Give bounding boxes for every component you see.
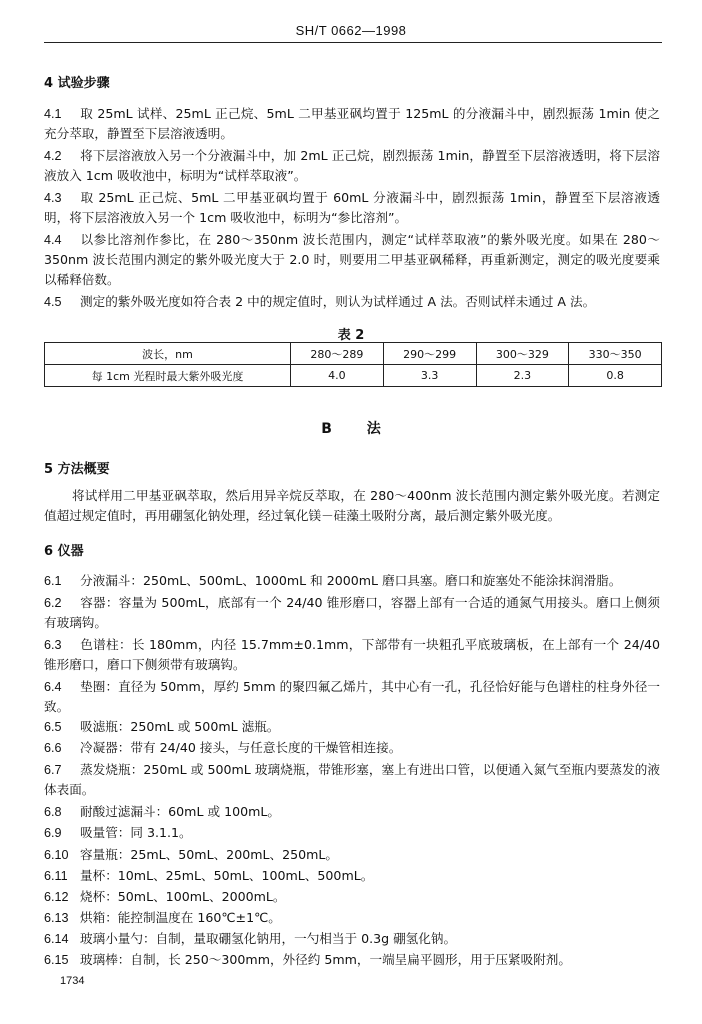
section-5-body: 将试样用二甲基亚砜萃取，然后用异辛烷反萃取，在 280～400nm 波长范围内测定紫外吸光度。若测定值超过规定值时，再用硼氢化钠处理，经过氧化镁－硅藻土吸附分离，最后测定紫外吸光度。 — [44, 488, 660, 523]
method-b-heading: B 法 — [321, 421, 381, 437]
clause-text: 取 25mL 试样、25mL 正己烷、5mL 二甲基亚砜均置于 125mL 的分液漏斗中，剧烈振荡 1min 使之充分萃取，静置至下层溶液透明。 — [44, 106, 660, 141]
clause-text: 蒸发烧瓶：250mL 或 500mL 玻璃烧瓶，带锥形塞，塞上有进出口管，以便通入氮气至瓶内要蒸发的液体表面。 — [44, 762, 660, 797]
clause-number: 6.12 — [44, 890, 69, 904]
clause-text: 色谱柱：长 180mm，内径 15.7mm±0.1mm，下部带有一块粗孔平底玻璃板，在上部有一个 24/40 锥形磨口，磨口下侧须带有玻璃钩。 — [44, 637, 660, 672]
section-6-title: 6 仪器 — [44, 544, 84, 559]
clause-6-1 — [44, 571, 660, 591]
clause-text: 测定的紫外吸光度如符合表 2 中的规定值时，则认为试样通过 A 法。否则试样未通过 A 法。 — [80, 294, 596, 309]
clause-text: 耐酸过滤漏斗：60mL 或 100mL。 — [80, 804, 280, 819]
clause-text: 分液漏斗：250mL、500mL、1000mL 和 2000mL 磨口具塞。磨口和旋塞处不能涂抹润滑脂。 — [80, 573, 622, 588]
clause-number: 6.3 — [44, 638, 62, 652]
clause-text: 冷凝器：带有 24/40 接头，与任意长度的干燥管相连接。 — [80, 740, 402, 755]
clause-4-1 — [44, 104, 660, 144]
clause-number: 6.11 — [44, 869, 68, 883]
clause-text: 吸量管：同 3.1.1。 — [80, 825, 192, 840]
table-row — [45, 365, 662, 387]
clause-6-13 — [44, 908, 660, 928]
table-cell: 2.3 — [476, 365, 569, 387]
clause-text: 量杯：10mL、25mL、50mL、100mL、500mL。 — [80, 868, 374, 883]
table-header-label: 波长，nm — [45, 343, 291, 365]
clause-6-10 — [44, 845, 660, 865]
clause-6-3 — [44, 635, 660, 675]
clause-6-11 — [44, 866, 660, 886]
clause-number: 6.1 — [44, 574, 62, 588]
clause-number: 6.5 — [44, 720, 62, 734]
clause-number: 6.4 — [44, 680, 62, 694]
table-cell: 3.3 — [383, 365, 476, 387]
table-row-label: 每 1cm 光程时最大紫外吸光度 — [45, 365, 291, 387]
clause-text: 以参比溶剂作参比，在 280～350nm 波长范围内，测定“试样萃取液”的紫外吸光度。如果在 280～350nm 波长范围内测定的紫外吸光度大于 2.0 时，则要用二甲基亚砜稀释，再重新测定，测定的吸光度要乘以稀释倍数。 — [44, 232, 660, 287]
clause-number: 6.14 — [44, 932, 69, 946]
table-cell: 4.0 — [291, 365, 384, 387]
clause-6-8 — [44, 802, 660, 822]
clause-6-5 — [44, 717, 660, 737]
section-5-title: 5 方法概要 — [44, 462, 110, 477]
header-rule — [44, 42, 662, 43]
table-header-cell: 280～289 — [291, 343, 384, 365]
table-2-caption: 表 2 — [337, 328, 365, 343]
clause-text: 玻璃棒：自制，长 250～300mm，外径约 5mm，一端呈扁平圆形，用于压紧吸附剂。 — [80, 952, 571, 967]
clause-text: 吸滤瓶：250mL 或 500mL 滤瓶。 — [80, 719, 280, 734]
clause-text: 烘箱：能控制温度在 160℃±1℃。 — [80, 910, 281, 925]
clause-number: 4.5 — [44, 295, 62, 309]
clause-4-4 — [44, 230, 660, 290]
table-cell: 0.8 — [569, 365, 662, 387]
clause-6-12 — [44, 887, 660, 907]
clause-text: 容器：容量为 500mL，底部有一个 24/40 锥形磨口，容器上部有一合适的通氮气用接头。磨口上侧须有玻璃钩。 — [44, 595, 660, 630]
section-4-title: 4 试验步骤 — [44, 76, 110, 91]
clause-number: 6.7 — [44, 763, 62, 777]
clause-number: 6.15 — [44, 953, 69, 967]
clause-number: 6.6 — [44, 741, 62, 755]
clause-number: 6.13 — [44, 911, 69, 925]
clause-number: 6.9 — [44, 826, 62, 840]
table-2 — [44, 342, 662, 387]
clause-4-3 — [44, 188, 660, 228]
table-header-row — [45, 343, 662, 365]
clause-text: 将下层溶液放入另一个分液漏斗中，加 2mL 正己烷，剧烈振荡 1min，静置至下层溶液透明，将下层溶液放入 1cm 吸收池中，标明为“试样萃取液”。 — [44, 148, 660, 183]
clause-number: 6.2 — [44, 596, 62, 610]
clause-text: 玻璃小量勺：自制，量取硼氢化钠用，一勺相当于 0.3g 硼氢化钠。 — [80, 931, 457, 946]
clause-6-4 — [44, 677, 660, 717]
clause-text: 取 25mL 正己烷、5mL 二甲基亚砜均置于 60mL 分液漏斗中，剧烈振荡 1min，静置至下层溶液透明，将下层溶液放入另一个 1cm 吸收池中，标明为“参比溶剂”。 — [44, 190, 660, 225]
clause-text: 容量瓶：25mL、50mL、200mL、250mL。 — [80, 847, 339, 862]
clause-6-14 — [44, 929, 660, 949]
clause-6-15 — [44, 950, 660, 970]
clause-text: 垫圈：直径为 50mm，厚约 5mm 的聚四氟乙烯片，其中心有一孔，孔径恰好能与色谱柱的柱身外径一致。 — [44, 679, 660, 714]
table-header-cell: 330～350 — [569, 343, 662, 365]
clause-6-6 — [44, 738, 660, 758]
clause-number: 4.4 — [44, 233, 62, 247]
clause-6-9 — [44, 823, 660, 843]
clause-6-2 — [44, 593, 660, 633]
clause-number: 4.2 — [44, 149, 62, 163]
clause-text: 烧杯：50mL、100mL、2000mL。 — [80, 889, 286, 904]
clause-number: 4.3 — [44, 191, 62, 205]
clause-4-2 — [44, 146, 660, 186]
clause-number: 4.1 — [44, 107, 62, 121]
clause-4-5 — [44, 292, 660, 312]
clause-number: 6.10 — [44, 848, 69, 862]
clause-number: 6.8 — [44, 805, 62, 819]
table-header-cell: 290～299 — [383, 343, 476, 365]
standard-code-header: SH/T 0662—1998 — [295, 23, 407, 38]
clause-6-7 — [44, 760, 660, 800]
table-header-cell: 300～329 — [476, 343, 569, 365]
page-number: 1734 — [60, 975, 85, 987]
